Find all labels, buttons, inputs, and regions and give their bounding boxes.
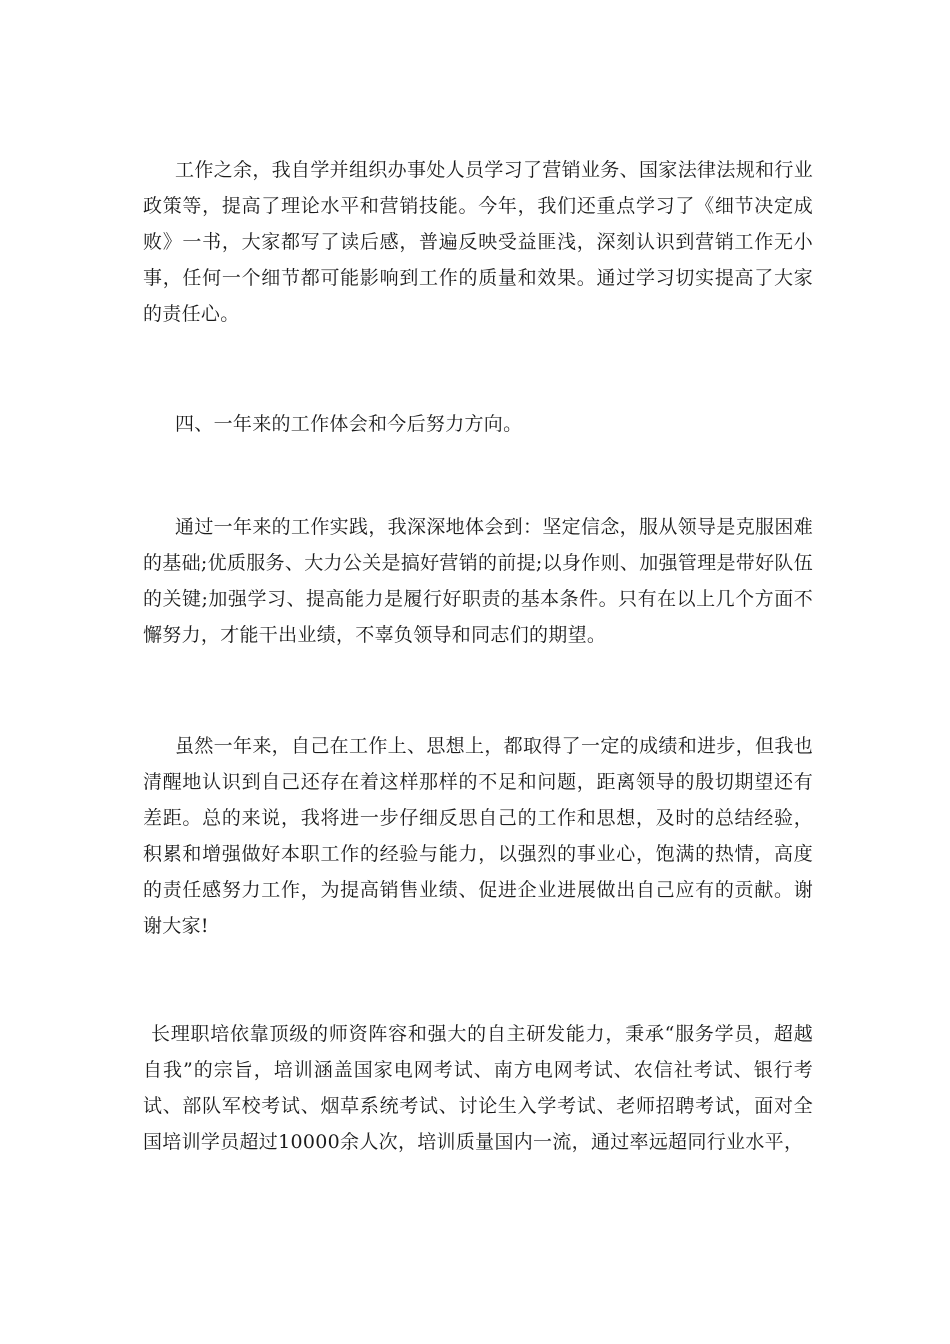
paragraph-study: 工作之余，我自学并组织办事处人员学习了营销业务、国家法律法规和行业政策等，提高了理论水平和营销技能。今年，我们还重点学习了《细节决定成败》一书，大家都写了读后感，普遍反映受益匪浅，深刻认识到营销工作无小事，任何一个细节都可能影响到工作的质量和效果。通过学习切实提高了大家的责任心。 [143, 159, 813, 325]
paragraph-advertisement: 长理职培依靠顶级的师资阵容和强大的自主研发能力，秉承“服务学员，超越自我”的宗旨，培训涵盖国家电网考试、南方电网考试、农信社考试、银行考试、部队军校考试、烟草系统考试、讨论生入学考试、老师招聘考试，面对全国培训学员超过10000余人次，培训质量国内一流，通过率远超同行业水平， [143, 1023, 813, 1153]
paragraph-experience: 通过一年来的工作实践，我深深地体会到：坚定信念，服从领导是克服困难的基础;优质服务、大力公关是搞好营销的前提;以身作则、加强管理是带好队伍的关键;加强学习、提高能力是履行好职责的基本条件。只有在以上几个方面不懈努力，才能干出业绩，不辜负领导和同志们的期望。 [143, 516, 813, 646]
section-heading-four: 四、一年来的工作体会和今后努力方向。 [175, 413, 523, 435]
paragraph-conclusion: 虽然一年来，自己在工作上、思想上，都取得了一定的成绩和进步，但我也清醒地认识到自己还存在着这样那样的不足和问题，距离领导的殷切期望还有差距。总的来说，我将进一步仔细反思自己的工作和思想，及时的总结经验，积累和增强做好本职工作的经验与能力，以强烈的事业心，饱满的热情，高度的责任感努力工作，为提高销售业绩、促进企业进展做出自己应有的贡献。谢谢大家! [143, 735, 813, 937]
